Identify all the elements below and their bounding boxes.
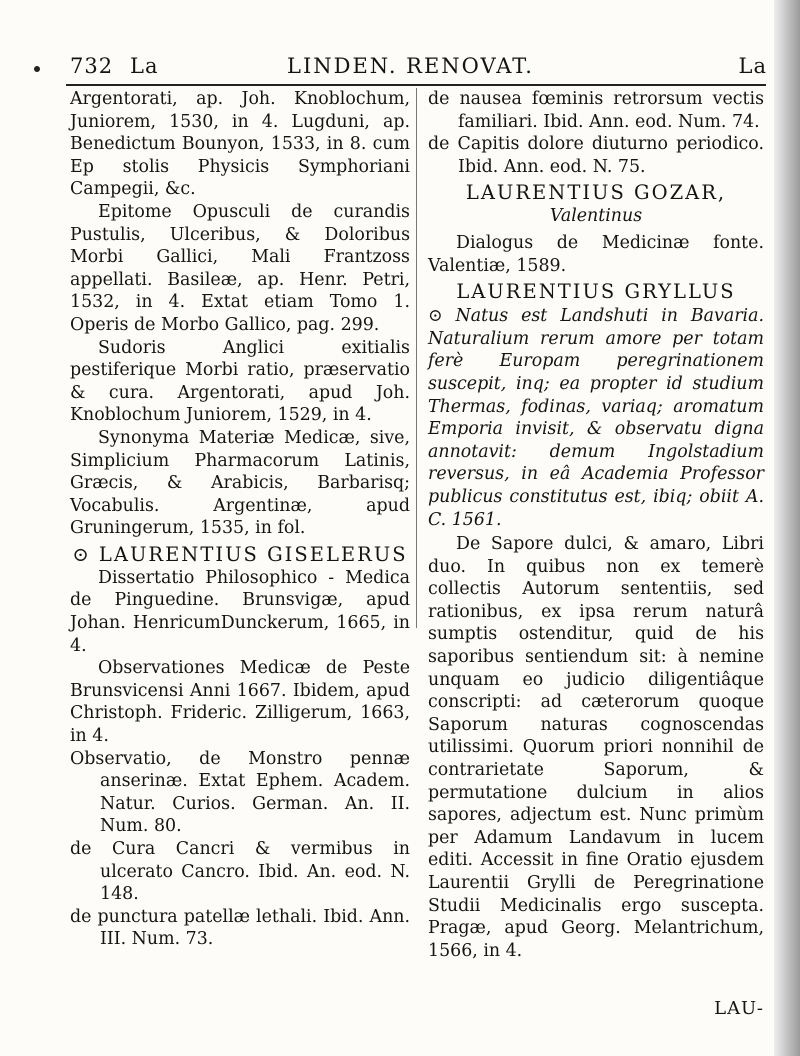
right-guide-word: La — [738, 54, 767, 78]
entry-text: Dialogus de Medicinæ fonte. Valentiæ, 1589. — [428, 232, 764, 276]
page-gutter-shadow — [774, 0, 800, 1056]
entry-text: De Sapore dulci, & amaro, Libri duo. In quibus non ex temerè collectis Autorum sententiis, sed rationibus, ex ipsa rerum naturâ sumptis ostenditur, quid de his saporibus sentiendum sit: à nemine unquam eo judicio diligentiâque conscripti: ad cæterorum quoque Saporum naturas cognoscendas utilissimi. Quorum priori nonnihil de contrarietate Saporum, & permutatione dulcium in alios sapores, adjectum est. Nunc primùm per Adamum Landavum in lucem editi. Accessit in fine Oratio ejusdem Laurentii Grylli de Peregrinatione Studii Medicinalis ergo suscepta. Pragæ, apud Georg. Melantrichum, 1566, in 4. — [428, 534, 764, 961]
bio-text: Natus est Landshuti in Bavaria. Naturalium rerum amore per totam ferè Europam peregrinationem suscepit, inq; ea propter id studium Thermas, fodinas, variaq; aromatum Emporia invisit, & observatu digna annotavit: demum Ingolstadium reversus, in eâ Academia Professor publicus constitutus est, ibiq; obiit A. C. 1561. — [428, 306, 764, 530]
entry-text: Sudoris Anglici exitialis pestiferique Morbi ratio, præservatio & cura. Argentorati, apud Joh. Knoblochum Juniorem, 1529, in 4. — [70, 337, 410, 426]
entry-text: Observatio, de Monstro pennæ anserinæ. Extat Ephem. Academ. Natur. Curios. German. An. II. Num. 80. — [70, 748, 410, 837]
author-heading: LAURENTIUS GOZAR, — [465, 181, 727, 205]
author-origin: Valentinus — [549, 206, 643, 227]
left-column — [70, 88, 410, 951]
author-heading: ⊙ LAURENTIUS GISELERUS — [72, 542, 408, 566]
column-divider — [416, 88, 417, 628]
author-biography — [428, 305, 764, 531]
author-heading: LAURENTIUS GRYLLUS — [456, 280, 736, 304]
entry-text: Argentorati, ap. Joh. Knoblochum, Juniorem, 1530, in 4. Lugduni, ap. Benedictum Bounyon, 1533, in 8. cum Ep stolis Physicis Symphoriani Campegii, &c. — [70, 89, 410, 200]
entry-text: Epitome Opusculi de curandis Pustulis, Ulceribus, & Doloribus Morbi Gallici, Mali Frantzoss appellati. Basileæ, ap. Henr. Petri, 1532, in 4. Extat etiam Tomo 1. Operis de Morbo Gallico, pag. 299. — [70, 201, 410, 335]
entry-text: Dissertatio Philosophico - Medica de Pinguedine. Brunsvigæ, apud Johan. HenricumDunckerum, 1665, in 4. — [70, 567, 410, 656]
catchword: LAU- — [714, 998, 764, 1019]
entry-text: de Capitis dolore diuturno periodico. Ibid. Ann. eod. N. 75. — [428, 134, 764, 177]
left-guide-word: La — [130, 54, 159, 78]
running-title: LINDEN. RENOVAT. — [287, 54, 534, 78]
entry-text: de Cura Cancri & vermibus in ulcerato Cancro. Ibid. An. eod. N. 148. — [70, 839, 410, 905]
bio-mark: ⊙ — [428, 306, 443, 327]
entry-text: de nausea fœminis retrorsum vectis familiari. Ibid. Ann. eod. Num. 74. — [428, 89, 764, 132]
entry-text: de punctura patellæ lethali. Ibid. Ann. III. Num. 73. — [70, 906, 410, 950]
entry-text: Observationes Medicæ de Peste Brunsvicensi Anni 1667. Ibidem, apud Christoph. Frideric. Zilligerum, 1663, in 4. — [70, 658, 410, 747]
page-number: 732 — [70, 54, 114, 78]
running-header — [62, 50, 767, 80]
right-column — [428, 88, 764, 962]
header-rule — [66, 84, 766, 86]
margin-dot — [34, 66, 40, 72]
entry-text: Synonyma Materiæ Medicæ, sive, Simplicium Pharmacorum Latinis, Græcis, & Arabicis, Barbarisq; Vocabulis. Argentinæ, apud Gruningerum, 1535, in fol. — [70, 427, 410, 539]
